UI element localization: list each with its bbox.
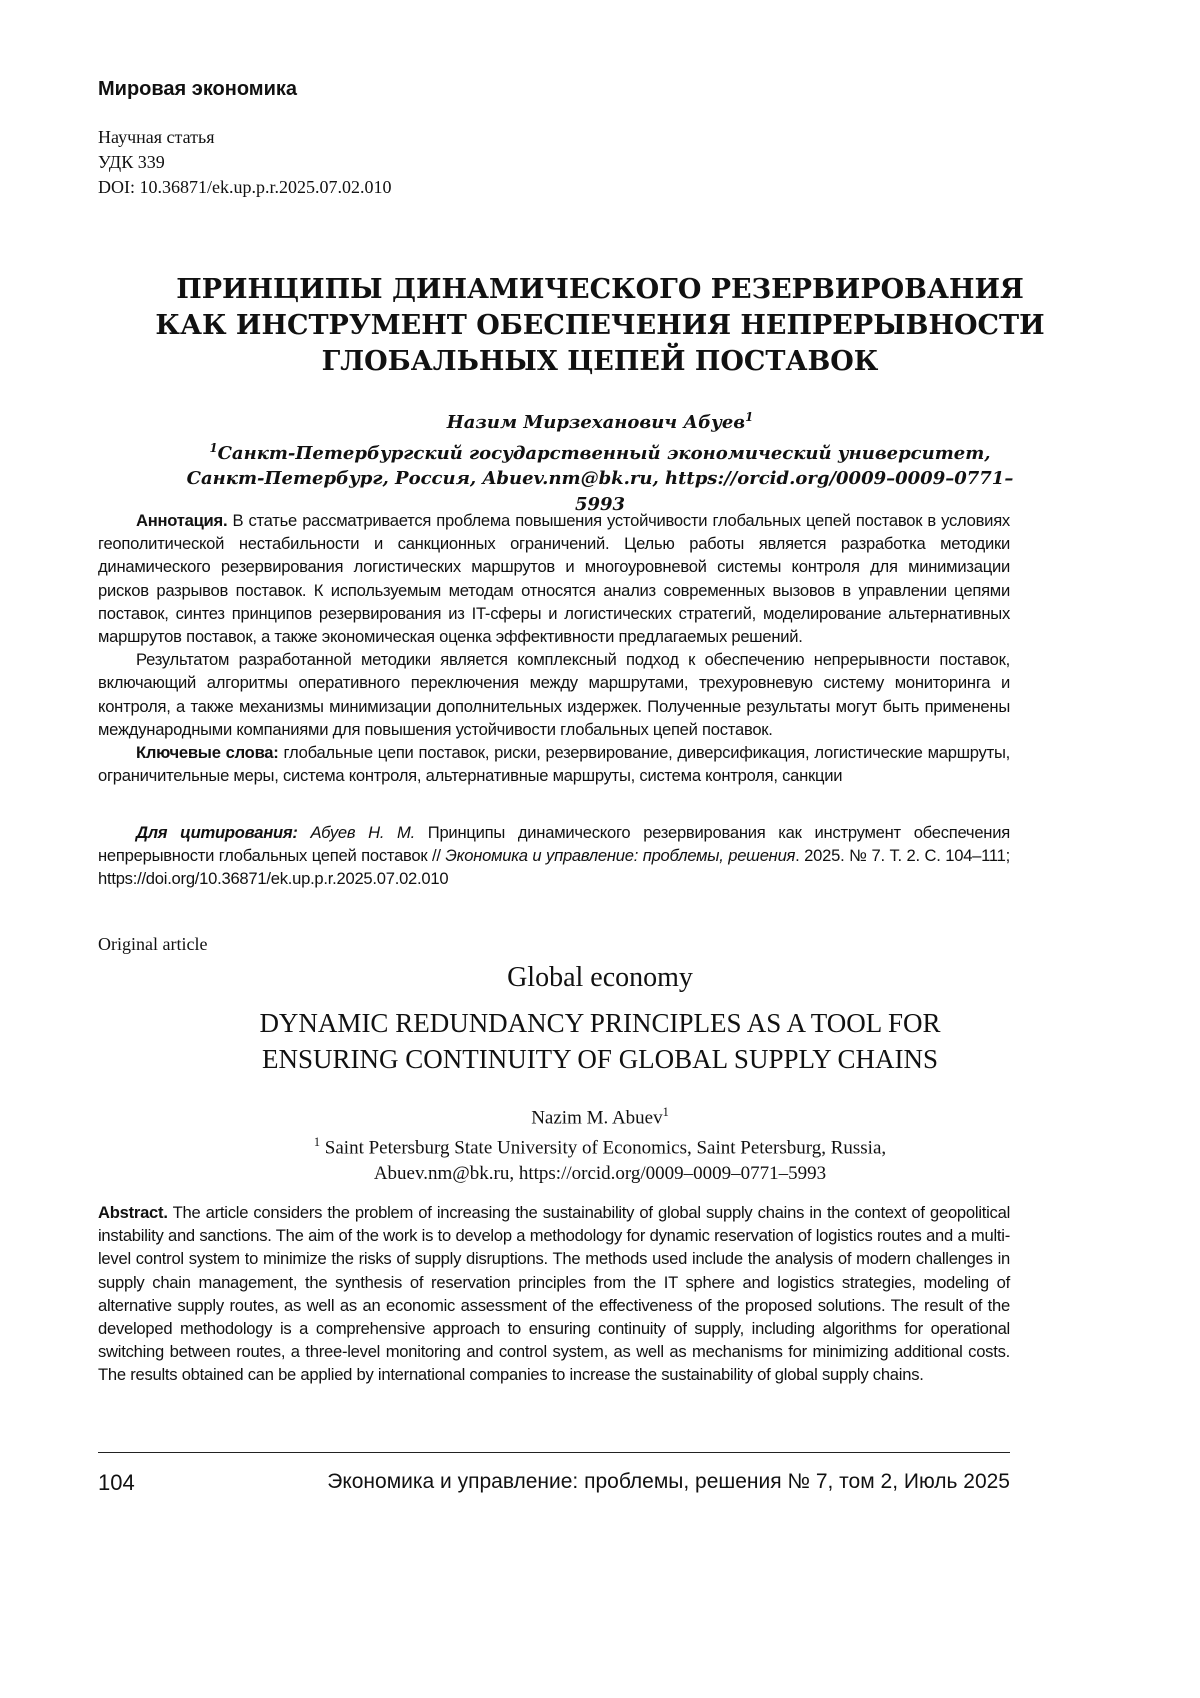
citation-author: Абуев Н. М. [310, 823, 414, 842]
citation-text: Принципы динамического резервирования как инструмент обеспечения непрерывности глобальных цепей поставок // [98, 823, 1010, 865]
footnote-marker: 1 [209, 441, 217, 455]
en-affiliation-contacts: Abuev.nm@bk.ru, https://orcid.org/0009–0009–0771–5993 [100, 1161, 1100, 1186]
footnote-marker: 1 [663, 1105, 669, 1119]
abstract-label: Аннотация. [136, 511, 227, 530]
citation-tail: . 2025. № 7. Т. 2. С. 104–111; https://doi.org/10.36871/ek.up.p.r.2025.07.02.010 [98, 846, 1010, 888]
ru-author: Назим Мирзеханович Абуев [447, 412, 745, 433]
footnote-marker: 1 [314, 1135, 320, 1149]
ru-author-block [100, 405, 1100, 517]
doi: DOI: 10.36871/ek.up.p.r.2025.07.02.010 [98, 175, 391, 200]
abstract-text: Результатом разработанной методики является комплексный подход к обеспечению непрерывности поставок, включающий алгоритмы оперативного переключения между маршрутами, трехуровневую систему мониторинга и контроля, а также механизмы минимизации дополнительных издержек. Полученные результаты могут быть применены международными компаниями для повышения устойчивости глобальных цепей поставок. [98, 648, 1010, 741]
citation [98, 821, 1010, 891]
ru-affiliation: Санкт-Петербургский государственный экономический университет, Санкт-Петербург, Россия, Abuev.nm@bk.ru, https://orcid.org/0009–0009–0771–5993 [187, 443, 1014, 515]
journal-footer: Экономика и управление: проблемы, решения № 7, том 2, Июль 2025 [327, 1470, 1010, 1494]
keywords: глобальные цепи поставок, риски, резервирование, диверсификация, логистические маршруты, ограничительные меры, система контроля, альтернативные маршруты, система контроля, санкции [98, 743, 1010, 785]
citation-label: Для цитирования: [136, 823, 298, 842]
en-author: Nazim M. Abuev [531, 1107, 662, 1128]
abstract-text: The article considers the problem of increasing the sustainability of global supply chains in the context of geopolitical instability and sanctions. The aim of the work is to develop a methodology for dynamic reservation of logistics routes and a multi-level control system to minimize the risks of supply disruptions. The methods used include the analysis of modern challenges in supply chain management, the synthesis of reservation principles from the IT sphere and logistics strategies, modeling of alternative supply routes, as well as an economic assessment of the effectiveness of the proposed solutions. The result of the developed methodology is a comprehensive approach to ensuring continuity of supply, including algorithms for operational switching between routes, a three-level monitoring and control system, as well as mechanisms for minimizing additional costs. The results obtained can be applied by international companies to increase the sustainability of global supply chains. [98, 1203, 1010, 1384]
citation-journal: Экономика и управление: проблемы, решения [445, 846, 795, 865]
ru-title-line: КАК ИНСТРУМЕНТ ОБЕСПЕЧЕНИЯ НЕПРЕРЫВНОСТИ [100, 308, 1100, 344]
en-title-line: DYNAMIC REDUNDANCY PRINCIPLES AS A TOOL FOR [100, 1005, 1100, 1041]
udc: УДК 339 [98, 150, 391, 175]
en-author-block [100, 1100, 1100, 1186]
en-title [100, 1005, 1100, 1077]
ru-title [100, 272, 1100, 380]
en-affiliation: Saint Petersburg State University of Economics, Saint Petersburg, Russia, [325, 1138, 886, 1159]
abstract-text: В статье рассматривается проблема повышения устойчивости глобальных цепей поставок в условиях геополитической нестабильности и санкционных ограничений. Целью работы является разработка методики динамического резервирования логистических маршрутов и многоуровневой системы контроля для минимизации рисков разрывов поставок. К используемым методам относятся анализ современных вызовов в управлении цепями поставок, синтез принципов резервирования из IT-сферы и логистических стратегий, моделирование альтернативных маршрутов поставок, а также экономическая оценка эффективности предлагаемых решений. [98, 511, 1010, 646]
en-section: Global economy [100, 962, 1100, 994]
footnote-marker: 1 [745, 410, 753, 424]
keywords-label: Ключевые слова: [136, 743, 279, 762]
ru-title-line: ПРИНЦИПЫ ДИНАМИЧЕСКОГО РЕЗЕРВИРОВАНИЯ [100, 272, 1100, 308]
article-meta [98, 125, 391, 200]
en-article-type: Original article [98, 934, 207, 955]
ru-title-line: ГЛОБАЛЬНЫХ ЦЕПЕЙ ПОСТАВОК [100, 344, 1100, 380]
ru-abstract [98, 509, 1010, 787]
abstract-label: Abstract. [98, 1203, 168, 1222]
section-heading: Мировая экономика [98, 78, 297, 101]
en-title-line: ENSURING CONTINUITY OF GLOBAL SUPPLY CHAINS [100, 1041, 1100, 1077]
footer-divider [98, 1452, 1010, 1453]
page-number: 104 [98, 1470, 135, 1496]
article-type: Научная статья [98, 125, 391, 150]
en-abstract [98, 1201, 1010, 1387]
